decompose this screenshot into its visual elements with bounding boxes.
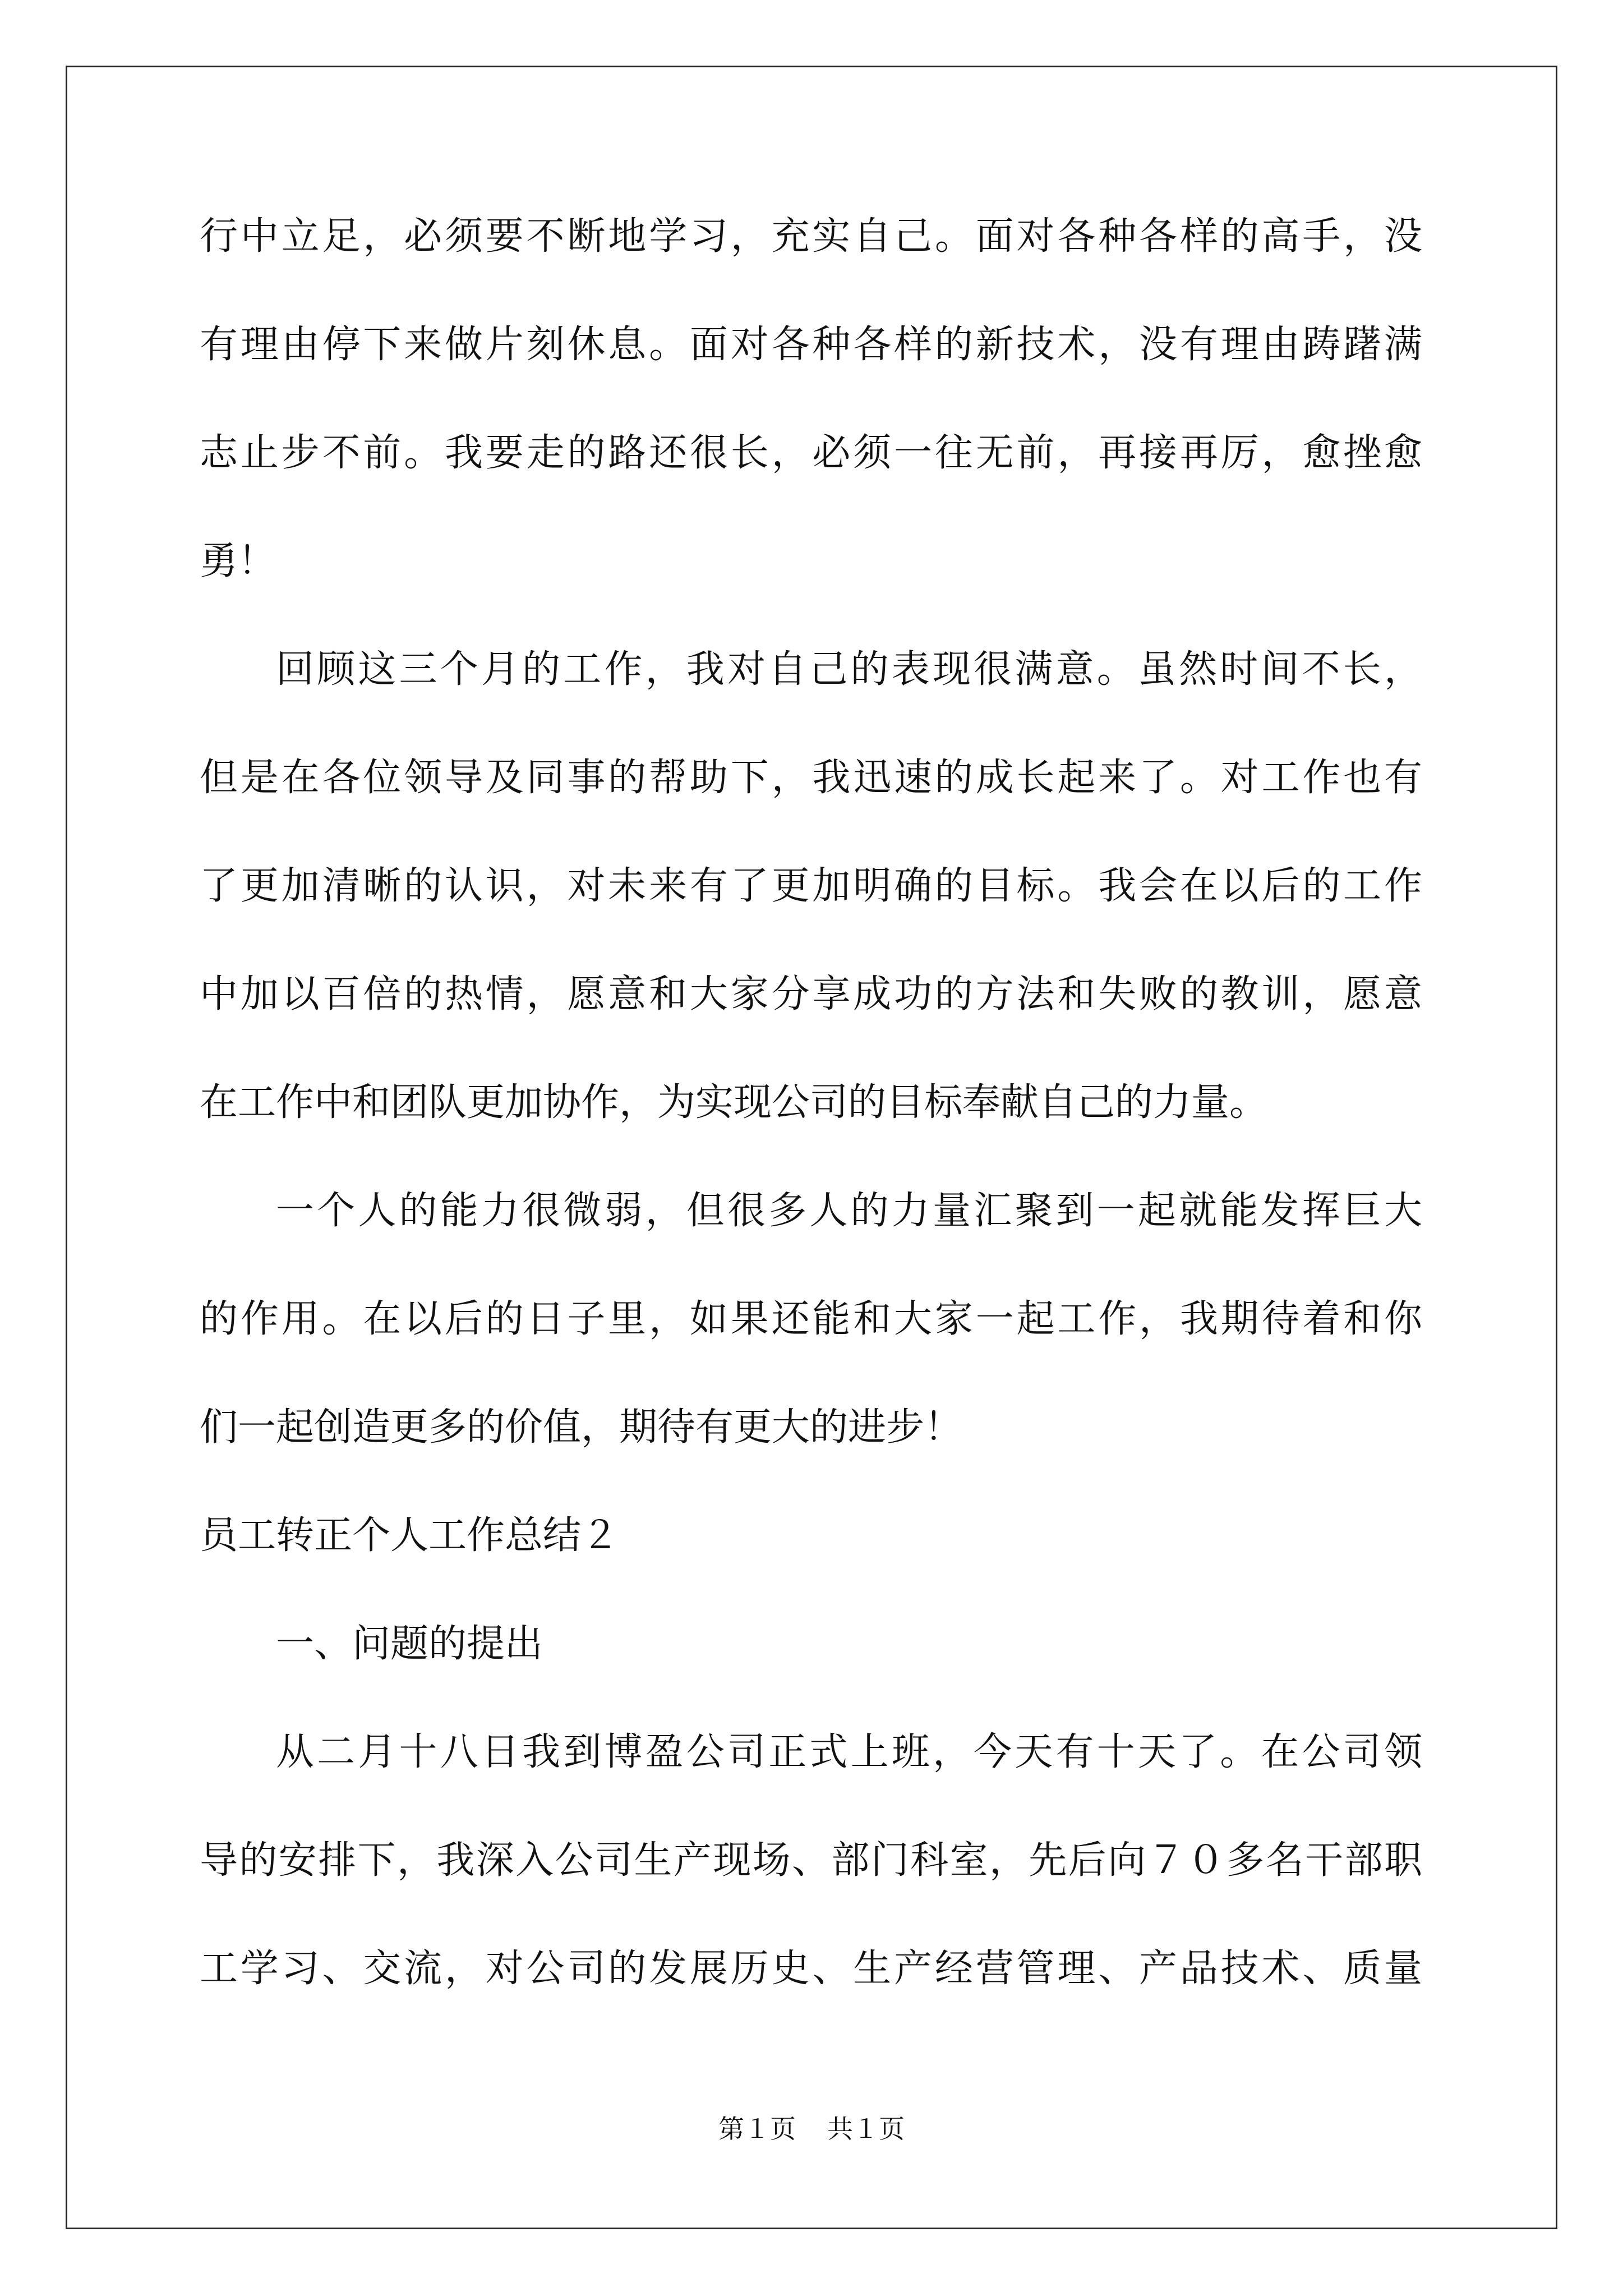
- text-line: 在工作中和团队更加协作，为实现公司的目标奉献自己的力量。: [200, 1080, 1268, 1125]
- text-line: 一、问题的提出: [276, 1622, 543, 1666]
- text-line: 中加以百倍的热情，愿意和大家分享成功的方法和失败的教训，愿意: [200, 972, 1422, 1016]
- text-line: 勇！: [200, 539, 276, 583]
- text-line: 志止步不前。我要走的路还很长，必须一往无前，再接再厉，愈挫愈: [200, 431, 1422, 475]
- document-body: [200, 214, 1422, 2058]
- text-line: 了更加清晰的认识，对未来有了更加明确的目标。我会在以后的工作: [200, 864, 1422, 908]
- page-footer: [0, 2116, 1623, 2142]
- text-line: 员工转正个人工作总结２: [200, 1513, 620, 1558]
- text-line: 们一起创造更多的价值，期待有更大的进步！: [200, 1405, 963, 1450]
- text-line: 工学习、交流，对公司的发展历史、生产经营管理、产品技术、质量: [200, 1947, 1422, 1991]
- text-line: 一个人的能力很微弱，但很多人的力量汇聚到一起就能发挥巨大: [276, 1189, 1422, 1233]
- text-line: 的作用。在以后的日子里，如果还能和大家一起工作，我期待着和你: [200, 1297, 1422, 1341]
- text-line: 从二月十八日我到博盈公司正式上班，今天有十天了。在公司领: [276, 1730, 1422, 1774]
- text-line: 但是在各位领导及同事的帮助下，我迅速的成长起来了。对工作也有: [200, 756, 1422, 800]
- page-total: 共１页: [827, 2114, 905, 2144]
- text-line: 回顾这三个月的工作，我对自己的表现很满意。虽然时间不长，: [276, 647, 1422, 692]
- text-line: 有理由停下来做片刻休息。面对各种各样的新技术，没有理由踌躇满: [200, 323, 1422, 367]
- text-line: 导的安排下，我深入公司生产现场、部门科室，先后向７０多名干部职: [200, 1838, 1422, 1883]
- page-number: 第１页: [718, 2114, 796, 2144]
- text-line: 行中立足，必须要不断地学习，充实自己。面对各种各样的高手，没: [200, 214, 1422, 259]
